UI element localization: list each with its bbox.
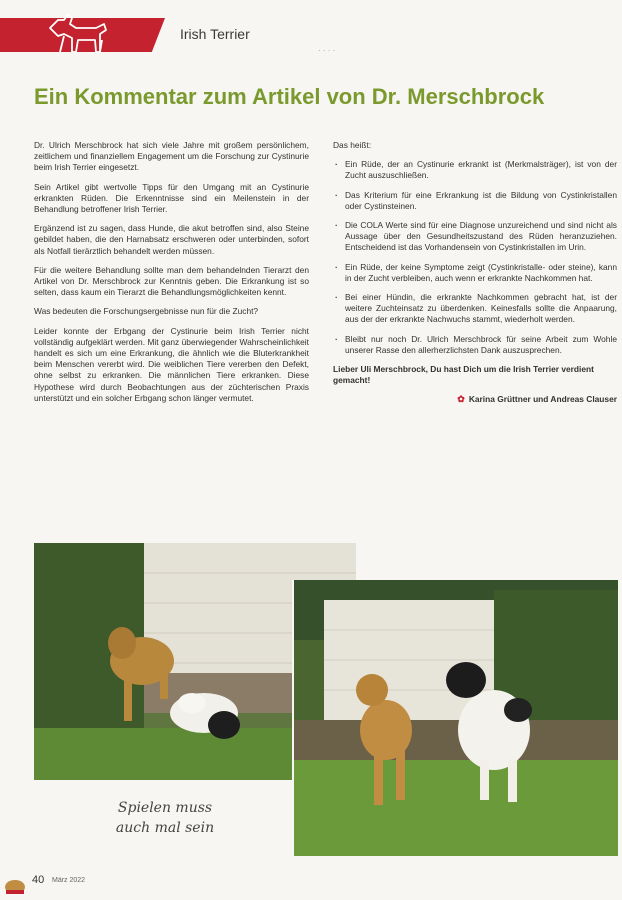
list-item: · Das Kriterium für eine Erkrankung ist die Bildung von Cystinkristallen oder Cystinsteinen. (333, 190, 617, 212)
section-title: Irish Terrier (180, 26, 250, 42)
paragraph: Was bedeuten die Forschungsergebnisse nun für die Zucht? (34, 306, 259, 317)
author-signature (333, 394, 617, 405)
caption-line: auch mal sein (115, 820, 215, 836)
list-item: · Ein Rüde, der an Cystinurie erkrankt ist (Merkmalsträger), ist von der Zucht auszuschließen. (333, 159, 617, 181)
closing-statement: Lieber Uli Merschbrock, Du hast Dich um die Irish Terrier verdient gemacht! (333, 364, 594, 386)
header-dots: · · · · (318, 46, 336, 55)
photo-dogs-playing-2 (294, 580, 618, 856)
photo-caption (95, 798, 235, 838)
caption-line: Spielen muss (117, 800, 213, 816)
paragraph: Dr. Ulrich Merschbrock hat sich viele Jahre mit großem persönlichem, zeitlichem und finanziellem Engagement um die Forschung zur Cystinurie beim Irish Terrier eingesetzt. (34, 140, 309, 173)
paragraph: Leider konnte der Erbgang der Cystinurie beim Irish Terrier nicht vollständig aufgeklärt werden. Mit ganz überwiegender Wahrscheinlichkeit handelt es sich um eine Erkrankung, die ähnlich wie die Bluterkrankheit beim Menschen vererbt wird. Die weiblichen Tiere vererben den Defekt, ohne selbst zu erkranken. Die männlichen Tiere erkranken. Diese Hypothese wird durch Beobachtungen aus der züchterischen Praxis unterstützt und ein solcher Erbgang schon länger vermutet. (34, 325, 309, 403)
author-names: Karina Grüttner und Andreas Clauser (468, 394, 617, 405)
bullet-list (333, 159, 617, 356)
right-column (333, 140, 617, 406)
article-title: Ein Kommentar zum Artikel von Dr. Merschbrock (34, 84, 545, 109)
issue-date: März 2022 (52, 877, 86, 884)
list-item: · Bleibt nur noch Dr. Ulrich Merschbrock für seine Arbeit zum Wohle unserer Rasse den allerherzlichsten Dank auszusprechen. (333, 334, 617, 356)
left-column (34, 140, 309, 412)
paragraph: Für die weitere Behandlung sollte man dem behandelnden Tierarzt den Artikel von Dr. Merschbrock zur Kenntnis geben. Die Erkrankung ist so selten, dass kaum ein Tierarzt die Behandlungsmöglichkeiten kennt. (34, 264, 309, 298)
list-item: · Die COLA Werte sind für eine Diagnose unzureichend und sind nicht als Aussage über den Gesundheitszustand des Rüden heranzuziehen. Entscheidend ist das Vorhandensein von Cystinkristallen im Urin. (333, 220, 617, 254)
list-intro: Das heißt: (333, 140, 372, 150)
paragraph: Ergänzend ist zu sagen, dass Hunde, die akut betroffen sind, also Steine gebildet haben, die den Harnabsatz erschweren oder unterbinden, sofort als Notfall tierärztlich behandelt werden müssen. (34, 223, 309, 256)
page-number: 40 (32, 874, 45, 886)
paw-icon: ✿ (457, 394, 465, 405)
dog-silhouette-icon (40, 6, 112, 62)
paragraph: Sein Artikel gibt wertvolle Tipps für den Umgang mit an Cystinurie erkrankten Rüden. Die Erkenntnisse sind ein Meilenstein in der Behandlung betroffener Irish Terrier. (34, 181, 309, 215)
list-item: · Bei einer Hündin, die erkrankte Nachkommen gebracht hat, ist der weitere Zuchteinsatz zu überdenken. Keinesfalls sollte die Anpaarung, aus der der erkrankte Nachwuchs stammt, wiederholt werden. (333, 292, 617, 326)
magazine-logo-icon (4, 878, 26, 896)
list-item: · Ein Rüde, der keine Symptome zeigt (Cystinkristalle- oder steine), kann in der Zucht verbleiben, auch wenn er erkrankte Nachkommen hat. (333, 262, 617, 284)
